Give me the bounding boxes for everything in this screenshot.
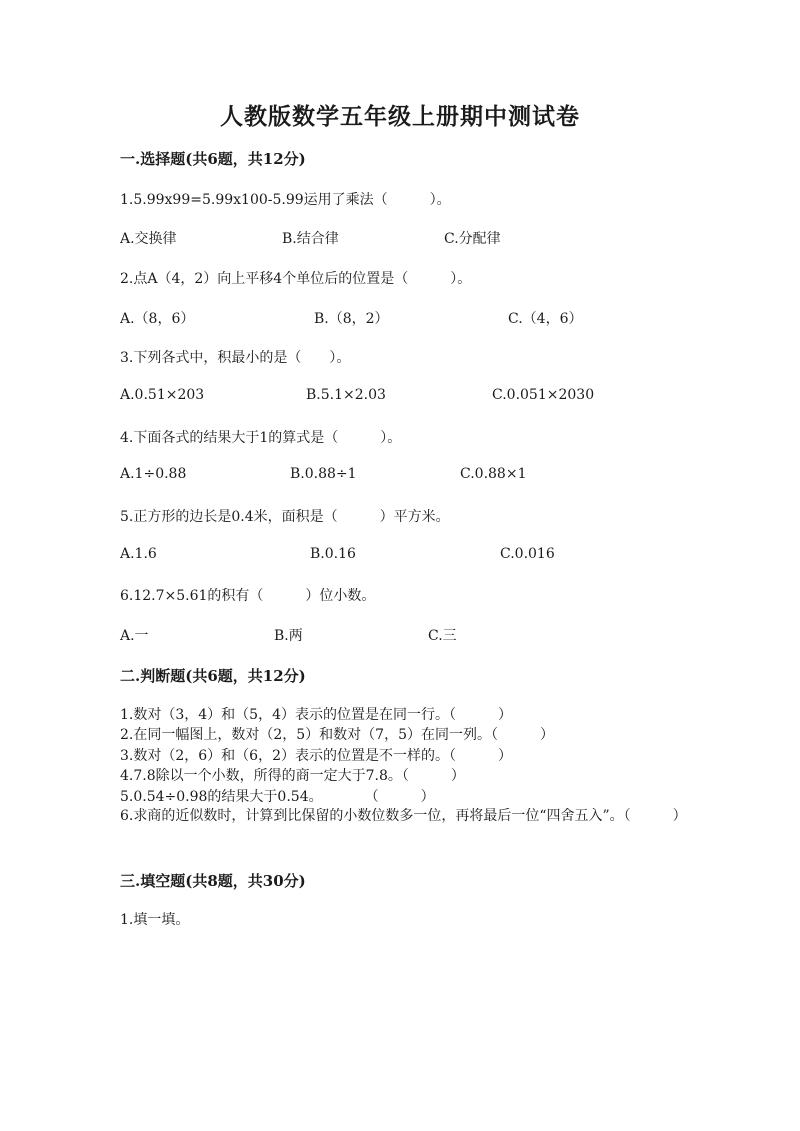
choice-1-option-b: B.结合律 — [282, 231, 339, 247]
choice-4-option-a: A.1÷0.88 — [120, 466, 187, 482]
choice-4-option-b: B.0.88÷1 — [290, 466, 357, 482]
choice-6-option-c: C.三 — [428, 628, 457, 644]
judgement-item-4: 4.7.8除以一个小数，所得的商一定大于7.8。（ ） — [120, 768, 465, 784]
choice-question-1: 1.5.99x99=5.99x100-5.99运用了乘法（ ）。 — [120, 192, 451, 208]
section-heading-judgement: 二.判断题(共6题，共12分) — [120, 667, 306, 685]
choice-2-option-a: A.（8，6） — [120, 311, 195, 327]
choice-question-2: 2.点A（4，2）向上平移4个单位后的位置是（ ）。 — [120, 271, 472, 287]
judgement-item-2: 2.在同一幅图上，数对（2，5）和数对（7，5）在同一列。（ ） — [120, 727, 554, 743]
choice-3-option-b: B.5.1×2.03 — [306, 387, 386, 403]
exam-title: 人教版数学五年级上册期中测试卷 — [220, 103, 580, 130]
section-heading-choice: 一.选择题(共6题，共12分) — [120, 150, 306, 168]
choice-4-option-c: C.0.88×1 — [460, 466, 527, 482]
judgement-item-1: 1.数对（3，4）和（5，4）表示的位置是在同一行。（ ） — [120, 707, 512, 723]
fill-question-1: 1.填一填。 — [120, 912, 190, 928]
choice-question-4: 4.下面各式的结果大于1的算式是（ ）。 — [120, 430, 402, 446]
choice-1-option-a: A.交换律 — [120, 231, 177, 247]
choice-1-option-c: C.分配律 — [444, 231, 501, 247]
section-heading-fill-blank: 三.填空题(共8题，共30分) — [120, 872, 306, 890]
judgement-item-5: 5.0.54÷0.98的结果大于0.54。 （ ） — [120, 789, 435, 805]
choice-question-5: 5.正方形的边长是0.4米，面积是（ ）平方米。 — [120, 509, 450, 525]
choice-2-option-b: B.（8，2） — [314, 311, 389, 327]
choice-2-option-c: C.（4，6） — [508, 311, 583, 327]
judgement-item-6: 6.求商的近似数时，计算到比保留的小数位数多一位，再将最后一位“四舍五入”。（ ） — [120, 808, 687, 824]
choice-3-option-a: A.0.51×203 — [120, 387, 205, 403]
choice-question-3: 3.下列各式中，积最小的是（ ）。 — [120, 350, 351, 366]
choice-3-option-c: C.0.051×2030 — [492, 387, 595, 403]
choice-question-6: 6.12.7×5.61的积有（ ）位小数。 — [120, 588, 376, 604]
choice-5-option-a: A.1.6 — [120, 546, 157, 562]
choice-5-option-c: C.0.016 — [500, 546, 555, 562]
choice-6-option-b: B.两 — [274, 628, 303, 644]
choice-5-option-b: B.0.16 — [310, 546, 356, 562]
choice-6-option-a: A.一 — [120, 628, 149, 644]
judgement-item-3: 3.数对（2，6）和（6，2）表示的位置是不一样的。（ ） — [120, 748, 512, 764]
